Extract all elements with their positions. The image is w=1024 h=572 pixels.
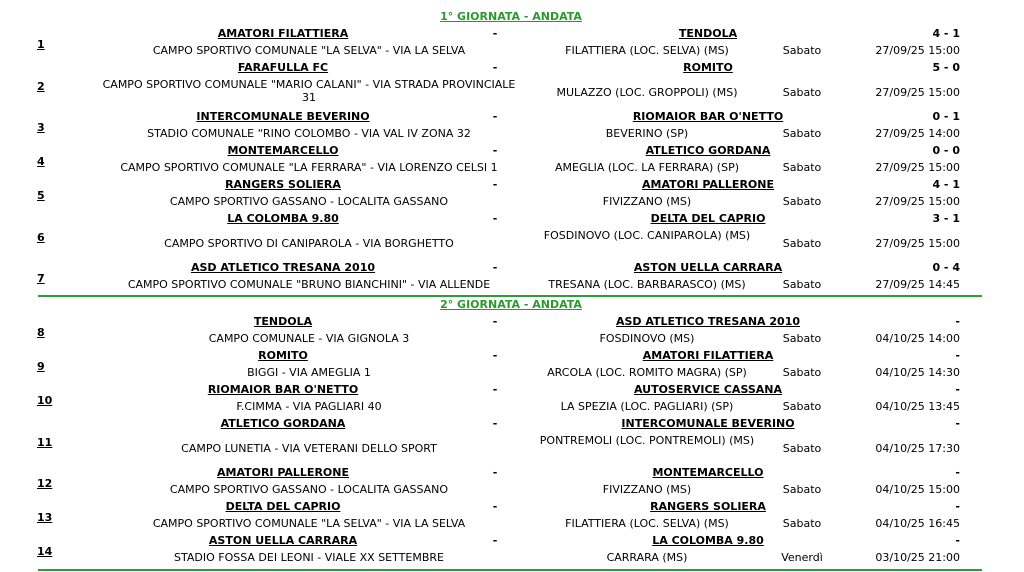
- match-score: 0 - 4: [932, 261, 960, 274]
- match-score: -: [955, 383, 960, 396]
- home-team[interactable]: INTERCOMUNALE BEVERINO: [196, 110, 370, 123]
- home-team[interactable]: ROMITO: [258, 349, 308, 362]
- match-number[interactable]: 3: [37, 121, 45, 134]
- round-2-title[interactable]: 2° GIORNATA - ANDATA: [440, 298, 582, 311]
- venue-town: FOSDINOVO (LOC. CANIPAROLA) (MS): [543, 229, 751, 242]
- home-team[interactable]: ATLETICO GORDANA: [220, 417, 346, 430]
- match-dash: -: [492, 27, 498, 40]
- venue-town: PONTREMOLI (LOC. PONTREMOLI) (MS): [539, 434, 755, 447]
- match-number[interactable]: 12: [37, 477, 53, 490]
- match-day: Sabato: [782, 366, 822, 379]
- match-day: Sabato: [782, 442, 822, 455]
- match-day: Sabato: [782, 237, 822, 250]
- match-datetime: 27/09/25 15:00: [875, 44, 960, 57]
- away-team[interactable]: ASD ATLETICO TRESANA 2010: [615, 315, 801, 328]
- match-datetime: 04/10/25 13:45: [875, 400, 960, 413]
- venue-address: CAMPO SPORTIVO COMUNALE "LA SELVA" - VIA LA SELVA: [152, 517, 466, 530]
- away-team[interactable]: RIOMAIOR BAR O'NETTO: [632, 110, 784, 123]
- away-team[interactable]: ASTON UELLA CARRARA: [633, 261, 783, 274]
- venue-address: CAMPO SPORTIVO COMUNALE "LA SELVA" - VIA LA SELVA: [152, 44, 466, 57]
- match-day: Sabato: [782, 86, 822, 99]
- venue-address: CAMPO SPORTIVO GASSANO - LOCALITA GASSANO: [169, 195, 449, 208]
- match-datetime: 27/09/25 14:00: [875, 127, 960, 140]
- match-score: 0 - 1: [932, 110, 960, 123]
- match-number[interactable]: 14: [37, 545, 53, 558]
- away-team[interactable]: ATLETICO GORDANA: [645, 144, 771, 157]
- venue-address: STADIO FOSSA DEI LEONI - VIALE XX SETTEMBRE: [174, 551, 444, 564]
- venue-town: FIVIZZANO (MS): [602, 483, 692, 496]
- venue-address: CAMPO SPORTIVO GASSANO - LOCALITA GASSANO: [169, 483, 449, 496]
- venue-address: CAMPO SPORTIVO COMUNALE "BRUNO BIANCHINI" - VIA ALLENDE: [127, 278, 491, 291]
- home-team[interactable]: ASD ATLETICO TRESANA 2010: [190, 261, 376, 274]
- match-score: -: [955, 349, 960, 362]
- home-team[interactable]: RIOMAIOR BAR O'NETTO: [207, 383, 359, 396]
- away-team[interactable]: AMATORI FILATTIERA: [642, 349, 774, 362]
- match-score: -: [955, 466, 960, 479]
- match-datetime: 04/10/25 14:00: [875, 332, 960, 345]
- match-datetime: 04/10/25 14:30: [875, 366, 960, 379]
- match-score: -: [955, 417, 960, 430]
- match-dash: -: [492, 534, 498, 547]
- match-day: Sabato: [782, 127, 822, 140]
- home-team[interactable]: DELTA DEL CAPRIO: [225, 500, 341, 513]
- match-datetime: 27/09/25 15:00: [875, 195, 960, 208]
- match-dash: -: [492, 383, 498, 396]
- venue-town: FILATTIERA (LOC. SELVA) (MS): [565, 517, 729, 530]
- venue-address: CAMPO COMUNALE - VIA GIGNOLA 3: [208, 332, 410, 345]
- match-number[interactable]: 8: [37, 326, 45, 339]
- venue-town: AMEGLIA (LOC. LA FERRARA) (SP): [555, 161, 739, 174]
- venue-address: STADIO COMUNALE “RINO COLOMBO - VIA VAL IV ZONA 32: [147, 127, 471, 140]
- away-team[interactable]: ROMITO: [683, 61, 733, 74]
- match-score: 0 - 0: [932, 144, 960, 157]
- match-dash: -: [492, 315, 498, 328]
- match-datetime: 27/09/25 15:00: [875, 161, 960, 174]
- away-team[interactable]: LA COLOMBA 9.80: [652, 534, 764, 547]
- match-day: Sabato: [782, 44, 822, 57]
- match-score: -: [955, 315, 960, 328]
- venue-address: CAMPO SPORTIVO COMUNALE "MARIO CALANI" - VIA STRADA PROVINCIALE 31: [102, 78, 516, 104]
- match-dash: -: [492, 466, 498, 479]
- match-datetime: 27/09/25 15:00: [875, 86, 960, 99]
- home-team[interactable]: TENDOLA: [253, 315, 313, 328]
- match-datetime: 27/09/25 15:00: [875, 237, 960, 250]
- match-day: Sabato: [782, 195, 822, 208]
- round-1-title[interactable]: 1° GIORNATA - ANDATA: [440, 10, 582, 23]
- home-team[interactable]: MONTEMARCELLO: [227, 144, 339, 157]
- venue-town: CARRARA (MS): [606, 551, 688, 564]
- match-day: Sabato: [782, 332, 822, 345]
- match-datetime: 04/10/25 15:00: [875, 483, 960, 496]
- match-day: Sabato: [782, 483, 822, 496]
- away-team[interactable]: AUTOSERVICE CASSANA: [633, 383, 783, 396]
- venue-town: TRESANA (LOC. BARBARASCO) (MS): [548, 278, 746, 291]
- match-day: Sabato: [782, 278, 822, 291]
- match-datetime: 27/09/25 14:45: [875, 278, 960, 291]
- match-dash: -: [492, 261, 498, 274]
- match-number[interactable]: 2: [37, 80, 45, 93]
- match-number[interactable]: 7: [37, 272, 45, 285]
- home-team[interactable]: FARAFULLA FC: [237, 61, 329, 74]
- away-team[interactable]: INTERCOMUNALE BEVERINO: [621, 417, 795, 430]
- away-team[interactable]: DELTA DEL CAPRIO: [650, 212, 766, 225]
- home-team[interactable]: RANGERS SOLIERA: [225, 178, 341, 191]
- match-dash: -: [492, 500, 498, 513]
- match-dash: -: [492, 349, 498, 362]
- venue-town: FOSDINOVO (MS): [599, 332, 695, 345]
- venue-town: MULAZZO (LOC. GROPPOLI) (MS): [556, 86, 738, 99]
- match-day: Sabato: [782, 161, 822, 174]
- match-day: Sabato: [782, 400, 822, 413]
- match-number[interactable]: 13: [37, 511, 53, 524]
- match-dash: -: [492, 417, 498, 430]
- match-dash: -: [492, 110, 498, 123]
- match-day: Venerdì: [781, 551, 823, 564]
- match-day: Sabato: [782, 517, 822, 530]
- home-team[interactable]: AMATORI FILATTIERA: [217, 27, 349, 40]
- home-team[interactable]: ASTON UELLA CARRARA: [208, 534, 358, 547]
- match-score: 3 - 1: [932, 212, 960, 225]
- away-team[interactable]: TENDOLA: [678, 27, 738, 40]
- match-number[interactable]: 1: [37, 38, 45, 51]
- match-dash: -: [492, 61, 498, 74]
- match-datetime: 03/10/25 21:00: [875, 551, 960, 564]
- match-score: 5 - 0: [932, 61, 960, 74]
- match-score: -: [955, 534, 960, 547]
- venue-town: FIVIZZANO (MS): [602, 195, 692, 208]
- match-score: 4 - 1: [932, 27, 960, 40]
- venue-town: BEVERINO (SP): [605, 127, 689, 140]
- match-number[interactable]: 4: [37, 155, 45, 168]
- venue-address: CAMPO SPORTIVO DI CANIPAROLA - VIA BORGHETTO: [164, 237, 454, 250]
- home-team[interactable]: LA COLOMBA 9.80: [227, 212, 339, 225]
- round-separator: [38, 295, 982, 297]
- match-number[interactable]: 10: [37, 394, 53, 407]
- venue-address: F.CIMMA - VIA PAGLIARI 40: [236, 400, 382, 413]
- match-score: -: [955, 500, 960, 513]
- match-score: 4 - 1: [932, 178, 960, 191]
- venue-town: FILATTIERA (LOC. SELVA) (MS): [565, 44, 729, 57]
- match-number[interactable]: 6: [37, 231, 45, 244]
- venue-address: CAMPO LUNETIA - VIA VETERANI DELLO SPORT: [181, 442, 437, 455]
- venue-address: BIGGI - VIA AMEGLIA 1: [247, 366, 371, 379]
- match-dash: -: [492, 144, 498, 157]
- venue-town: LA SPEZIA (LOC. PAGLIARI) (SP): [560, 400, 734, 413]
- match-datetime: 04/10/25 17:30: [875, 442, 960, 455]
- round-separator: [38, 569, 982, 571]
- away-team[interactable]: AMATORI PALLERONE: [641, 178, 774, 191]
- match-number[interactable]: 5: [37, 189, 45, 202]
- away-team[interactable]: MONTEMARCELLO: [652, 466, 764, 479]
- away-team[interactable]: RANGERS SOLIERA: [650, 500, 766, 513]
- match-dash: -: [492, 212, 498, 225]
- match-number[interactable]: 9: [37, 360, 45, 373]
- match-dash: -: [492, 178, 498, 191]
- venue-address: CAMPO SPORTIVO COMUNALE "LA FERRARA" - VIA LORENZO CELSI 1: [120, 161, 498, 174]
- home-team[interactable]: AMATORI PALLERONE: [216, 466, 349, 479]
- match-datetime: 04/10/25 16:45: [875, 517, 960, 530]
- venue-town: ARCOLA (LOC. ROMITO MAGRA) (SP): [547, 366, 747, 379]
- match-number[interactable]: 11: [37, 436, 53, 449]
